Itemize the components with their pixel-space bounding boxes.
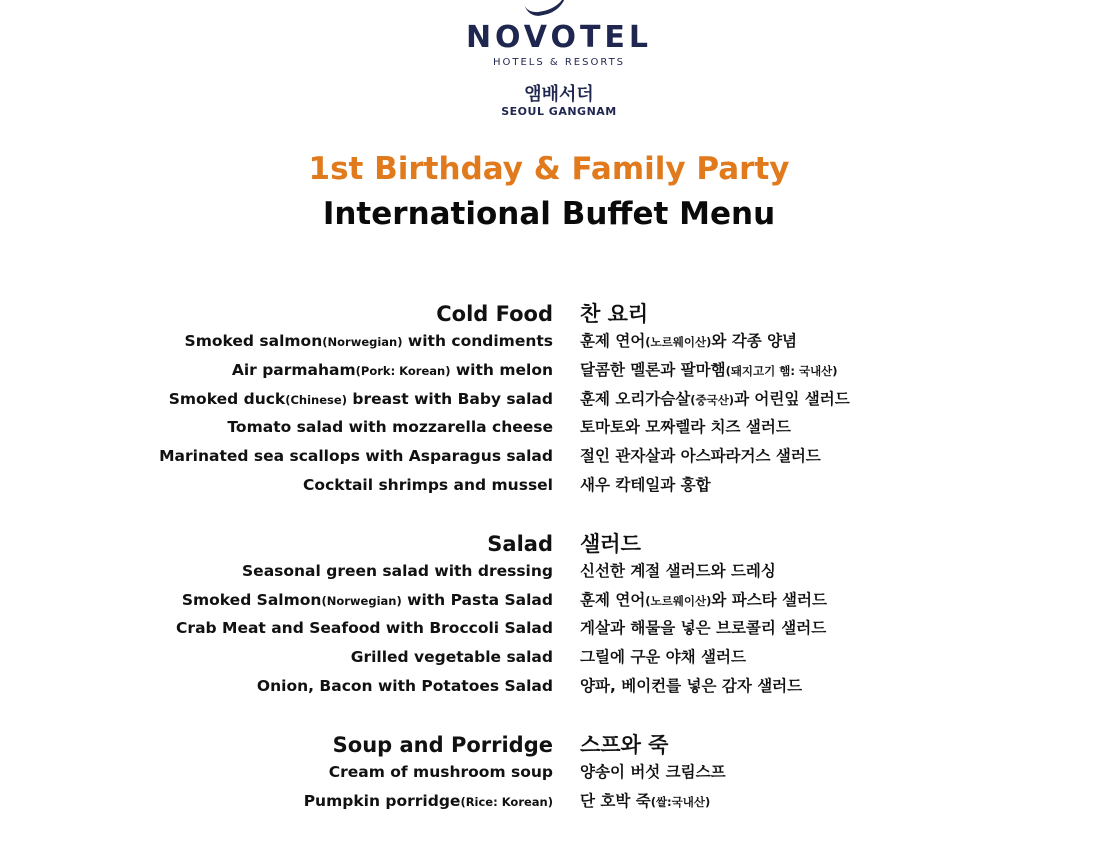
item-origin-kr: (중국산) xyxy=(690,392,735,407)
menu-item-kr xyxy=(580,444,821,466)
menu-item xyxy=(0,444,1118,473)
menu-item xyxy=(0,588,1118,617)
item-name-en: Cocktail shrimps and mussel xyxy=(303,475,553,494)
menu-item xyxy=(0,616,1118,645)
item-name-en: Smoked duck xyxy=(168,389,286,408)
menu-item-kr xyxy=(580,645,746,667)
menu-item xyxy=(0,473,1118,502)
menu-item-en xyxy=(0,677,553,695)
menu-item-kr xyxy=(580,760,726,782)
menu-item xyxy=(0,674,1118,703)
section-heading xyxy=(0,528,1118,559)
logo-location: SEOUL GANGNAM xyxy=(501,105,617,118)
menu-item-kr xyxy=(580,674,802,696)
item-name-en: Marinated sea scallops with Asparagus salad xyxy=(159,447,553,466)
menu-item-kr xyxy=(580,616,826,638)
item-name-kr-rest: 와 파스타 샐러드 xyxy=(711,590,827,609)
item-name-en: Tomato salad with mozzarella cheese xyxy=(227,418,553,437)
item-name-en: Pumpkin porridge xyxy=(303,791,461,810)
item-name-en-rest: breast with Baby salad xyxy=(346,389,553,408)
item-origin-kr: (쌀:국내산) xyxy=(650,794,711,809)
section-heading xyxy=(0,298,1118,329)
item-origin-kr: (노르웨이산) xyxy=(645,335,712,349)
item-name-kr: 그릴에 구운 야채 샐러드 xyxy=(580,648,746,667)
section-title-kr: 찬 요리 xyxy=(580,302,649,326)
item-name-kr: 절인 관자살과 아스파라거스 샐러드 xyxy=(580,447,821,466)
event-title: 1st Birthday & Family Party xyxy=(308,151,790,187)
item-name-en: Seasonal green salad with dressing xyxy=(242,561,553,580)
section-title-en: Salad xyxy=(487,531,553,556)
menu-item-kr xyxy=(580,329,797,351)
menu-item xyxy=(0,789,1118,818)
item-origin-en: (Norwegian) xyxy=(322,335,403,349)
menu-item-kr xyxy=(580,789,710,811)
item-origin-en: (Chinese) xyxy=(285,392,347,407)
item-name-kr: 양송이 버섯 크림스프 xyxy=(580,762,726,781)
item-name-en: Smoked salmon xyxy=(184,332,323,350)
menu-item-en xyxy=(0,447,553,465)
item-name-kr: 새우 칵테일과 홍합 xyxy=(580,475,711,494)
menu-item-kr xyxy=(580,358,838,380)
item-name-en: Grilled vegetable salad xyxy=(350,648,553,667)
menu-item-en xyxy=(0,418,553,436)
menu-item xyxy=(0,358,1118,387)
logo-korean-name: 앰배서더 xyxy=(524,84,594,105)
menu-item-kr xyxy=(580,387,850,409)
menu-section xyxy=(0,729,1118,818)
item-name-kr-rest: 와 각종 양념 xyxy=(711,332,798,350)
logo-subtitle: HOTELS & RESORTS xyxy=(492,57,626,68)
item-name-kr: 게살과 해물을 넣은 브로콜리 샐러드 xyxy=(580,619,827,638)
item-name-en: Onion, Bacon with Potatoes Salad xyxy=(256,676,553,695)
menu-title: International Buffet Menu xyxy=(322,196,776,232)
item-name-kr: 토마토와 모짜렐라 치즈 샐러드 xyxy=(580,418,791,437)
item-name-en: Crab Meat and Seafood with Broccoli Salad xyxy=(176,619,553,638)
menu-item-en xyxy=(0,792,553,810)
item-name-kr: 단 호박 죽 xyxy=(580,791,651,810)
logo-arc-icon xyxy=(522,0,573,18)
item-name-kr: 달콤한 멜론과 팔마햄 xyxy=(580,360,726,379)
item-name-en-rest: with Pasta Salad xyxy=(401,590,553,609)
section-title-kr: 스프와 죽 xyxy=(580,732,669,757)
menu-item xyxy=(0,559,1118,588)
menu-item xyxy=(0,645,1118,674)
item-name-kr-rest: 과 어린잎 샐러드 xyxy=(734,389,850,408)
menu-item xyxy=(0,760,1118,789)
item-name-en: Smoked Salmon xyxy=(181,590,322,609)
menu-item-en xyxy=(0,332,553,350)
section-title-kr: 샐러드 xyxy=(580,531,641,556)
menu-item-kr xyxy=(580,473,711,495)
item-name-kr: 훈제 오리가슴살 xyxy=(580,389,691,408)
item-name-kr: 양파, 베이컨를 넣은 감자 샐러드 xyxy=(580,676,803,695)
item-name-en-rest: with melon xyxy=(450,360,553,379)
menu-item-en xyxy=(0,763,553,781)
item-name-kr: 훈제 연어 xyxy=(580,590,646,609)
menu-item-en xyxy=(0,591,553,609)
menu-item-kr xyxy=(580,415,791,437)
menu-section xyxy=(0,298,1118,502)
item-name-en: Air parmaham xyxy=(231,360,356,379)
item-name-kr: 훈제 연어 xyxy=(580,332,646,350)
menu-list xyxy=(0,298,1118,843)
item-origin-en: (Norwegian) xyxy=(321,593,402,608)
menu-item xyxy=(0,415,1118,444)
menu-item-en xyxy=(0,361,553,379)
section-title-en: Soup and Porridge xyxy=(332,732,553,757)
item-name-kr: 신선한 계절 샐러드와 드레싱 xyxy=(580,561,776,580)
item-origin-en: (Rice: Korean) xyxy=(460,794,553,809)
item-origin-en: (Pork: Korean) xyxy=(355,363,451,378)
menu-item xyxy=(0,387,1118,416)
menu-item-en xyxy=(0,476,553,494)
item-name-en: Cream of mushroom soup xyxy=(328,762,553,781)
menu-item-kr xyxy=(580,588,827,610)
menu-item-en xyxy=(0,648,553,666)
menu-item-en xyxy=(0,562,553,580)
menu-item xyxy=(0,329,1118,358)
menu-item-en xyxy=(0,619,553,637)
item-origin-kr: (노르웨이산) xyxy=(645,593,712,608)
section-title-en: Cold Food xyxy=(436,302,553,326)
section-heading xyxy=(0,729,1118,760)
menu-item-en xyxy=(0,390,553,408)
item-origin-kr: (돼지고기 햄: 국내산) xyxy=(725,363,838,378)
logo-brand: NOVOTEL xyxy=(465,20,653,55)
menu-section xyxy=(0,528,1118,703)
item-name-en-rest: with condiments xyxy=(402,332,553,350)
menu-item-kr xyxy=(580,559,776,581)
